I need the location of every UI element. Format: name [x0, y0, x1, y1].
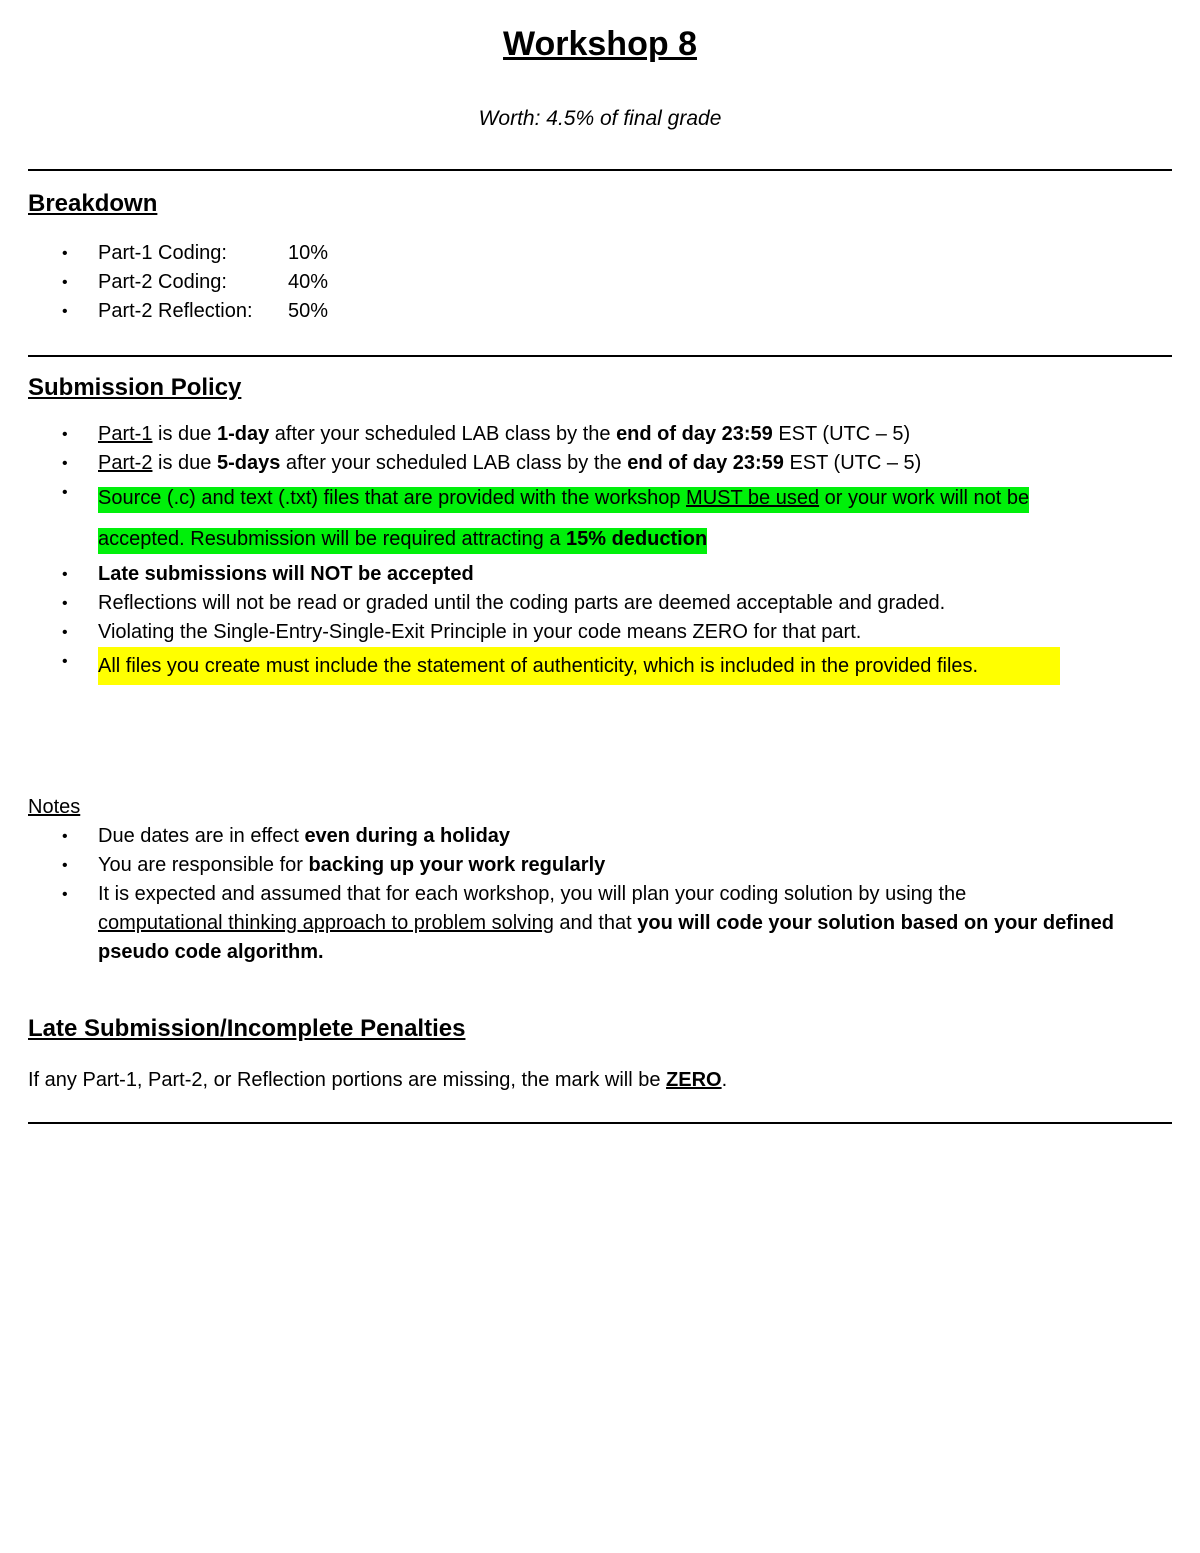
page-subtitle: Worth: 4.5% of final grade [478, 107, 722, 130]
breakdown-heading: Breakdown [28, 190, 158, 217]
page-title: Workshop 8 [503, 25, 697, 63]
list-item: • Violating the Single-Entry-Single-Exit Principle in your code means ZERO for that part. [28, 618, 1138, 647]
bullet-icon: • [62, 857, 68, 874]
list-item: • Part-2 Reflection: 50% [28, 297, 1138, 326]
list-item-highlighted [28, 478, 1138, 560]
bullet-icon: • [62, 595, 68, 612]
submission-policy-heading: Submission Policy [28, 374, 242, 401]
policy-list [28, 420, 1138, 685]
yellow-highlight: All files you create must include the statement of authenticity, which is included in the provided files. [98, 647, 1060, 685]
penalties-text: If any Part-1, Part-2, or Reflection portions are missing, the mark will be ZERO. [28, 1069, 728, 1091]
list-item-highlighted [28, 647, 1138, 685]
bullet-icon: • [62, 245, 68, 262]
bullet-icon: • [62, 828, 68, 845]
divider [28, 169, 1172, 171]
list-item: • Late submissions will NOT be accepted [28, 560, 1138, 589]
list-item: • Part-1 is due 1-day after your scheduled LAB class by the end of day 23:59 EST (UTC – 5) [28, 420, 1138, 449]
breakdown-list [28, 239, 1138, 326]
bullet-icon: • [62, 303, 68, 320]
bullet-icon: • [62, 426, 68, 443]
penalties-heading: Late Submission/Incomplete Penalties [28, 1015, 466, 1042]
notes-heading: Notes [28, 796, 81, 818]
bullet-icon: • [62, 624, 68, 641]
green-highlight: Source (.c) and text (.txt) files that are provided with the workshop MUST be used or your work will not be accepted. Resubmission will be required attracting a 15% deduction [98, 487, 1029, 554]
notes-list [28, 822, 1138, 967]
list-item: • Part-2 Coding: 40% [28, 268, 1138, 297]
bullet-icon: • [62, 274, 68, 291]
list-item: • Due dates are in effect even during a holiday [28, 822, 1138, 851]
bullet-icon: • [62, 886, 68, 903]
divider [28, 355, 1172, 357]
list-item: • You are responsible for backing up your work regularly [28, 851, 1138, 880]
bullet-icon: • [62, 455, 68, 472]
bullet-icon: • [62, 484, 68, 501]
list-item: • Reflections will not be read or graded until the coding parts are deemed acceptable and graded. [28, 589, 1138, 618]
divider [28, 1122, 1172, 1124]
list-item: • Part-1 Coding: 10% [28, 239, 1138, 268]
list-item: • It is expected and assumed that for each workshop, you will plan your coding solution by using the computational thinking approach to problem solving and that you will code your solution based on your defined pseudo code algorithm. [28, 880, 1138, 967]
bullet-icon: • [62, 653, 68, 670]
bullet-icon: • [62, 566, 68, 583]
list-item: • Part-2 is due 5-days after your scheduled LAB class by the end of day 23:59 EST (UTC – 5) [28, 449, 1138, 478]
